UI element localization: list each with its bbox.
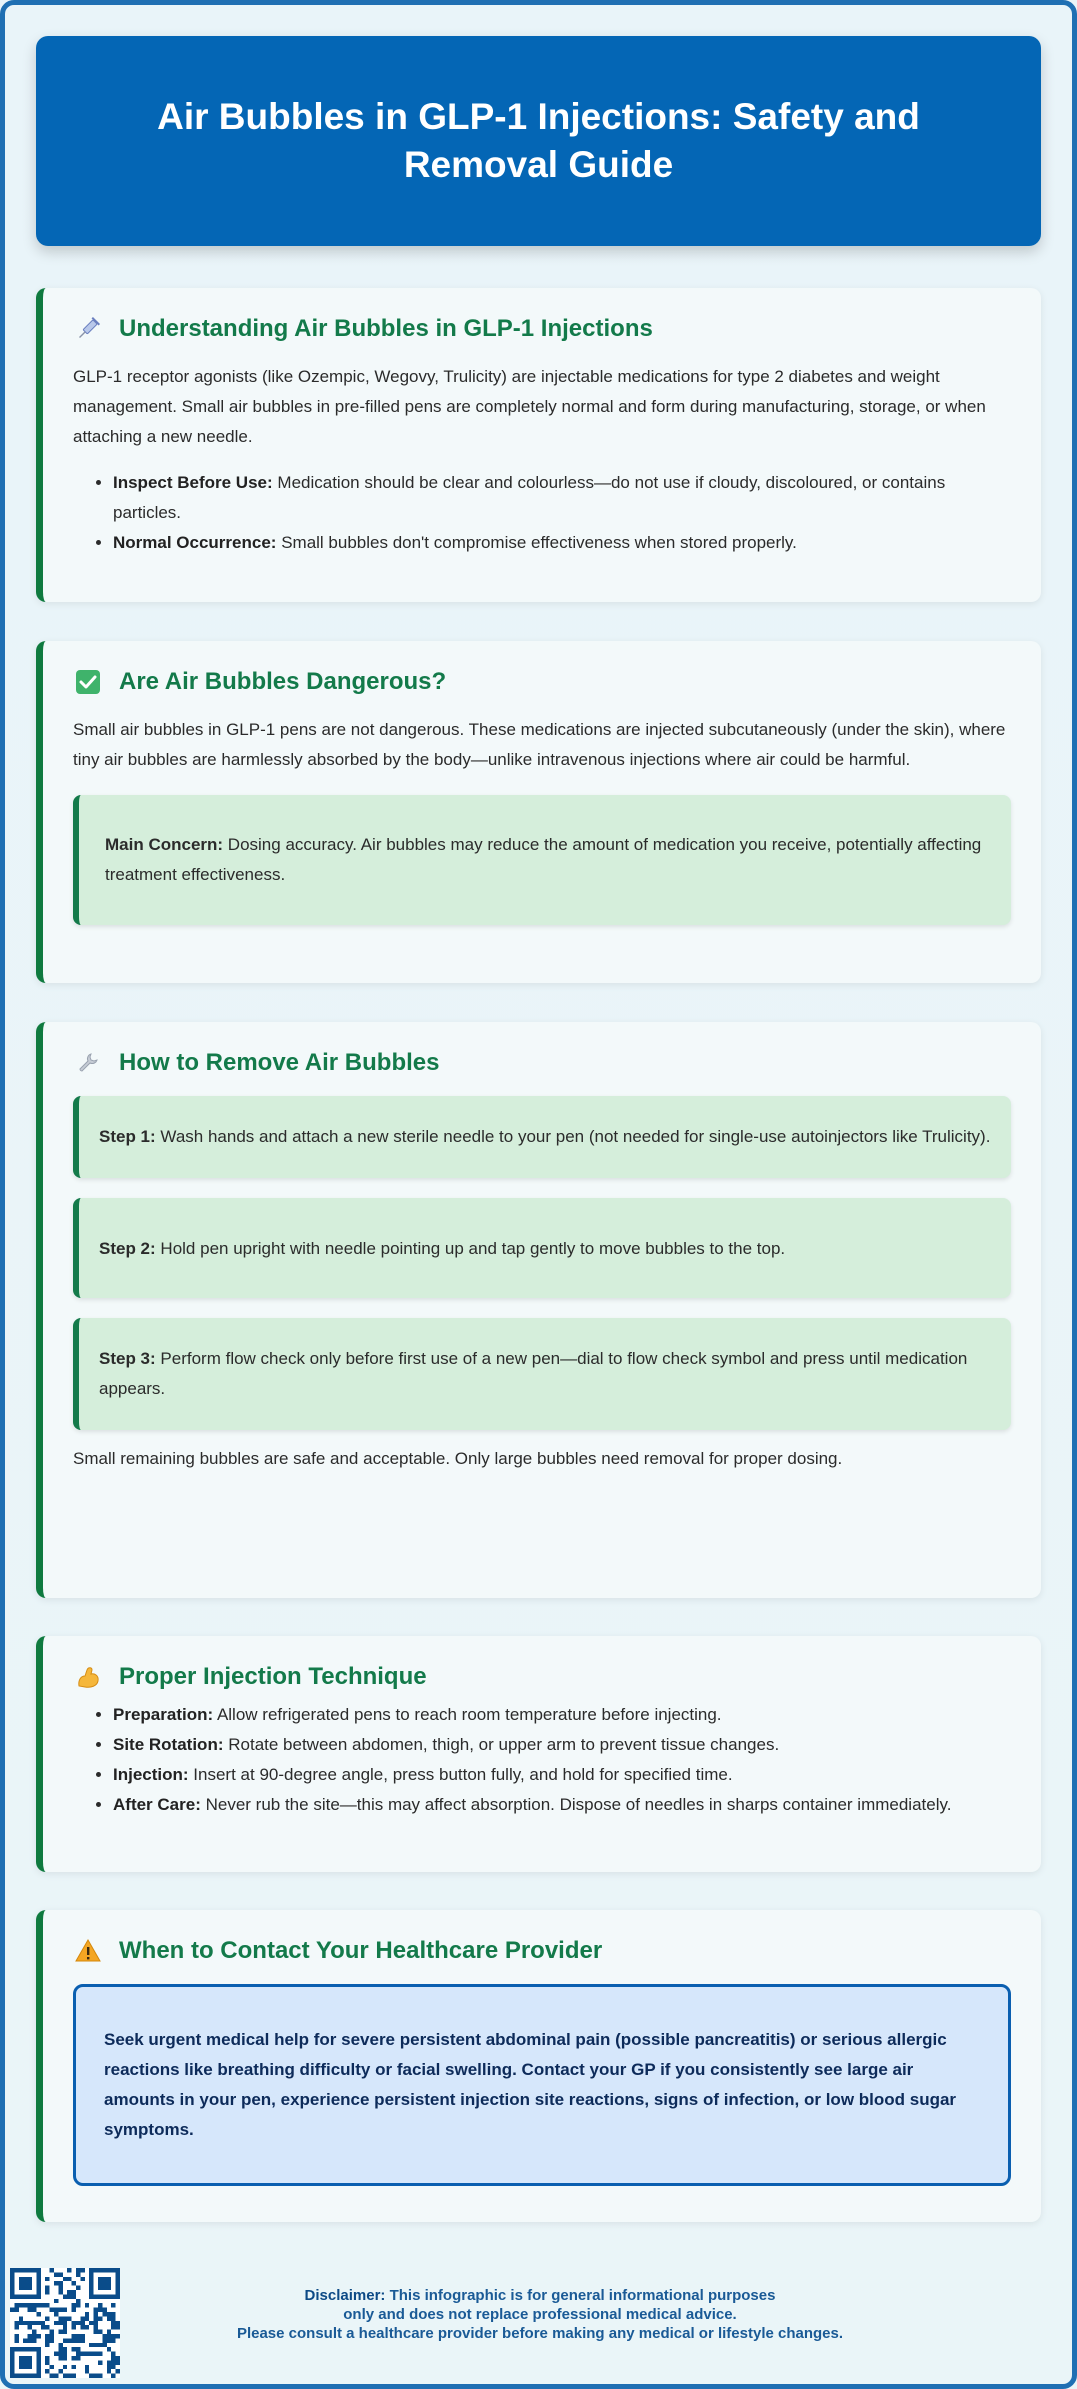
bullet-text: Small bubbles don't compromise effectiveness when stored properly.: [281, 533, 797, 552]
bullet-text: Never rub the site—this may affect absorption. Dispose of needles in sharps container immediately.: [205, 1795, 952, 1814]
section-title-row: [73, 1936, 1011, 1966]
step-text: Wash hands and attach a new sterile needle to your pen (not needed for single-use autoinjectors like Trulicity).: [160, 1127, 991, 1146]
footer: [0, 2262, 1077, 2389]
bullet-label: Injection:: [113, 1765, 189, 1784]
page-title: Air Bubbles in GLP-1 Injections: Safety and Removal Guide: [157, 95, 920, 185]
bullet-text: Allow refrigerated pens to reach room temperature before injecting.: [216, 1705, 722, 1724]
bullet-text: Insert at 90-degree angle, press button fully, and hold for specified time.: [193, 1765, 733, 1784]
qr-code[interactable]: [10, 2268, 120, 2378]
section-intro: GLP-1 receptor agonists (like Ozempic, Wegovy, Trulicity) are injectable medications for type 2 diabetes and weight management. Small air bubbles in pre-filled pens are completely normal and form during manufacturing, storage, or when attaching a new needle.: [73, 367, 986, 446]
syringe-icon: [73, 314, 103, 344]
disclaimer-line: This infographic is for general informational purposes: [389, 2287, 776, 2304]
section-remove: [36, 1022, 1041, 1598]
section-understanding: [36, 288, 1041, 602]
alert-text: Seek urgent medical help for severe persistent abdominal pain (possible pancreatitis) or serious allergic reactions like breathing difficulty or facial swelling. Contact your GP if you consistently see large air amounts in your pen, experience persistent injection site reactions, signs of infection, or low blood sugar symptoms.: [104, 2030, 957, 2139]
step-label: Step 1:: [99, 1127, 156, 1146]
bullet-text: Rotate between abdomen, thigh, or upper arm to prevent tissue changes.: [228, 1735, 780, 1754]
warning-icon: [73, 1936, 103, 1966]
list-item: [113, 1790, 1011, 1820]
step-card: [73, 1198, 1011, 1298]
list-item: [113, 1730, 1011, 1760]
main-concern-callout: [73, 795, 1011, 925]
list-item: [113, 1760, 1011, 1790]
section-heading: When to Contact Your Healthcare Provider: [119, 1937, 603, 1964]
step-card: [73, 1096, 1011, 1178]
section-heading: Are Air Bubbles Dangerous?: [119, 668, 447, 695]
section-heading: How to Remove Air Bubbles: [119, 1049, 440, 1076]
bullet-label: Site Rotation:: [113, 1735, 224, 1754]
disclaimer-label: Disclaimer:: [304, 2287, 386, 2304]
callout-text: Dosing accuracy. Air bubbles may reduce the amount of medication you receive, potentially affecting treatment effectiveness.: [105, 835, 982, 884]
bullet-list: [113, 468, 1011, 558]
step-label: Step 2:: [99, 1239, 156, 1258]
section-dangerous: [36, 641, 1041, 983]
infographic: [36, 36, 1041, 2139]
bullet-list: [113, 1700, 1011, 1820]
section-heading: Understanding Air Bubbles in GLP-1 Injections: [119, 315, 653, 342]
step-text: Hold pen upright with needle pointing up and tap gently to move bubbles to the top.: [160, 1239, 786, 1258]
list-item: [113, 1700, 1011, 1730]
list-item: [113, 528, 1011, 558]
section-heading: Proper Injection Technique: [119, 1663, 427, 1690]
bullet-label: Inspect Before Use:: [113, 473, 273, 492]
section-contact: [36, 1910, 1041, 2222]
bullet-text: Medication should be clear and colourless—do not use if cloudy, discoloured, or contains particles.: [113, 473, 946, 522]
wrench-icon: [73, 1048, 103, 1078]
step-card: [73, 1318, 1011, 1430]
bullet-label: Normal Occurrence:: [113, 533, 277, 552]
section-title-row: [73, 667, 1011, 697]
section-title-row: [73, 314, 1011, 344]
step-label: Step 3:: [99, 1349, 156, 1368]
check-icon: [73, 667, 103, 697]
disclaimer-line: Please consult a healthcare provider before making any medical or lifestyle changes.: [236, 2325, 844, 2342]
bullet-label: After Care:: [113, 1795, 201, 1814]
callout-label: Main Concern:: [105, 835, 224, 854]
disclaimer: [160, 2286, 920, 2343]
flexed-arm-icon: [73, 1662, 103, 1692]
urgent-alert-box: [73, 1984, 1011, 2186]
step-text: Perform flow check only before first use of a new pen—dial to flow check symbol and press until medication appears.: [99, 1349, 968, 1398]
list-item: [113, 468, 1011, 528]
section-title-row: [73, 1048, 1011, 1078]
bullet-label: Preparation:: [113, 1705, 214, 1724]
section-text: Small air bubbles in GLP-1 pens are not dangerous. These medications are injected subcutaneously (under the skin), where tiny air bubbles are harmlessly absorbed by the body—unlike intravenous injections where air could be harmful.: [73, 720, 1006, 769]
section-technique: [36, 1636, 1041, 1872]
disclaimer-line: only and does not replace professional medical advice.: [343, 2306, 737, 2323]
page-header: [36, 36, 1041, 246]
removal-note: Small remaining bubbles are safe and acceptable. Only large bubbles need removal for proper dosing.: [73, 1449, 843, 1468]
section-title-row: [73, 1662, 1011, 1692]
